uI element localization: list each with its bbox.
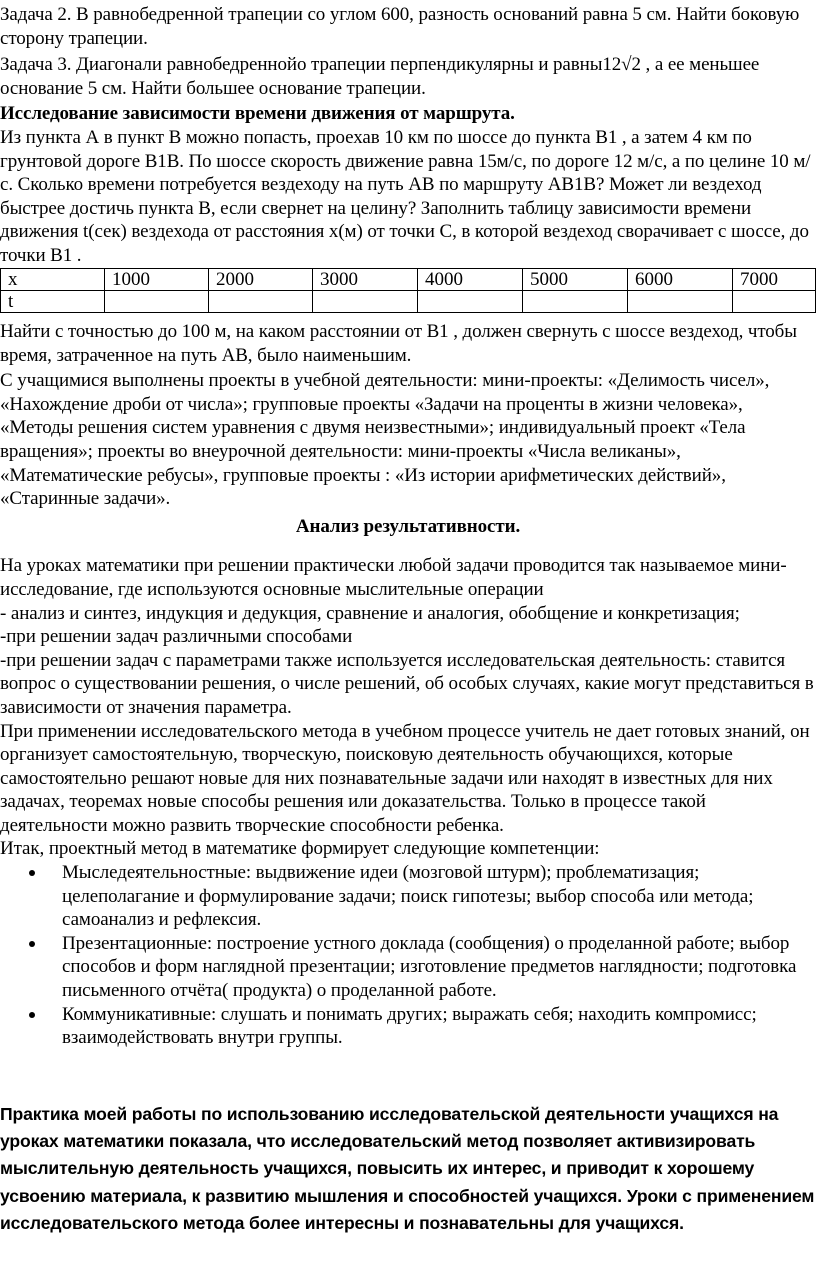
analysis-paragraph: -при решении задач с параметрами также используется исследовательская деятельность: ставится вопрос о существовании решения, о числе решений, об особых случаях, какие могут представиться в зависимости от значения параметра. [0, 649, 814, 718]
table-cell [523, 291, 628, 313]
table-cell [628, 291, 733, 313]
table-cell: 7000 [733, 269, 816, 291]
table-cell: 2000 [209, 269, 313, 291]
table-cell [313, 291, 418, 313]
bullet-icon [29, 941, 35, 947]
list-item [0, 1003, 816, 1050]
analysis-paragraph: - анализ и синтез, индукция и дедукция, сравнение и аналогия, обобщение и конкретизация; [0, 602, 740, 624]
problems-section [0, 3, 816, 268]
table-cell [209, 291, 313, 313]
competence-text: Коммуникативные: слушать и понимать других; выражать себя; находить компромисс; взаимодействовать внутри группы. [62, 1003, 757, 1049]
analysis-paragraph: На уроках математики при решении практически любой задачи проводится так называемое мини-исследование, где используются основные мыслительные операции [0, 555, 787, 600]
bullet-icon [29, 870, 35, 876]
competence-text: Мыследеятельностные: выдвижение идеи (мозговой штурм); проблематизация; целеполагание и формулирование задачи; поиск гипотезы; выбор способа или метода; самоанализ и рефлексия. [62, 862, 754, 931]
task-3-text: Задача 3. Диагонали равнобедреннойо трапеции перпендикулярны и равны12√2 , а ее меньшее основание 5 см. Найти большее основание трапеции. [0, 54, 760, 99]
projects-text: С учащимися выполнены проекты в учебной деятельности: мини-проекты: «Делимость чисел», «Нахождение дроби от числа»; групповые проекты «Задачи на проценты в жизни человека», «Методы решения систем уравнения с двумя неизвестными»; индивидуальный проект «Тела вращения»; проекты во внеурочной деятельности: мини-проекты «Числа великаны», «Математические ребусы», групповые проекты : «Из истории арифметических действий», «Старинные задачи». [0, 370, 770, 510]
competences-list [0, 861, 816, 1050]
list-item [0, 932, 816, 1003]
table-cell: 3000 [313, 269, 418, 291]
analysis-paragraph: Итак, проектный метод в математике формирует следующие компетенции: [0, 838, 600, 860]
table-cell: х [1, 269, 105, 291]
analysis-heading: Анализ результативности. [295, 515, 521, 537]
list-item [0, 861, 816, 932]
table-cell: 6000 [628, 269, 733, 291]
competence-text: Презентационные: построение устного доклада (сообщения) о проделанной работе; выбор способов и форм наглядной презентации; изготовление предметов наглядности; подготовка письменного отчёта( продукта) о проделанной работе. [62, 932, 797, 1002]
table-cell: 1000 [105, 269, 209, 291]
after-table-text: Найти с точностью до 100 м, на каком расстоянии от В1 , должен свернуть с шоссе вездеход, чтобы время, затраченное на путь АВ, было наименьшим. [0, 321, 797, 366]
task-2-text: Задача 2. В равнобедренной трапеции со углом 600, разность оснований равна 5 см. Найти боковую сторону трапеции. [0, 4, 800, 49]
table-cell [418, 291, 523, 313]
research-heading: Исследование зависимости времени движения от маршрута. [0, 103, 515, 125]
table-cell [733, 291, 816, 313]
analysis-paragraph: При применении исследовательского метода в учебном процессе учитель не дает готовых знаний, он организует самостоятельную, творческую, поисковую деятельность обучающихся, которые самостоятельно решают новые для них познавательные задачи или находят в известных для них задачах, теоремах новые способы решения или доказательства. Только в процессе такой деятельности можно развить творческие способности ребенка. [0, 720, 810, 836]
table-cell [105, 291, 209, 313]
table-cell: 4000 [418, 269, 523, 291]
table-row-t [1, 291, 816, 313]
analysis-section [0, 320, 816, 1050]
analysis-paragraph: -при решении задач различными способами [0, 626, 353, 648]
conclusion-text: Практика моей работы по использованию исследовательской деятельности учащихся на уроках математики показала, что исследовательский метод позволяет активизировать мыслительную деятельность учащихся, повысить их интерес, и приводит к хорошему усвоению материала, к развитию мышления и способностей учащихся. Уроки с применением исследовательского метода более интересны и познавательны для учащихся. [0, 1104, 815, 1233]
research-body: Из пункта А в пункт В можно попасть, проехав 10 км по шоссе до пункта В1 , а затем 4 км по грунтовой дороге В1В. По шоссе скорость движение равна 15м/с, по дороге 12 м/с, а по целине 10 м/с. Сколько времени потребуется вездеходу на путь АВ по маршруту АВ1В? Может ли вездеход быстрее достичь пункта В, если свернет на целину? Заполнить таблицу зависимости времени движения t(сек) вездехода от расстояния х(м) от точки С, в которой вездеход сворачивает с шоссе, до точки В1 . [0, 126, 811, 266]
table-cell: t [1, 291, 105, 313]
table-row-x [1, 269, 816, 291]
bullet-icon [29, 1012, 35, 1018]
conclusion-section [0, 1101, 816, 1237]
distance-time-table [0, 268, 816, 313]
table-cell: 5000 [523, 269, 628, 291]
